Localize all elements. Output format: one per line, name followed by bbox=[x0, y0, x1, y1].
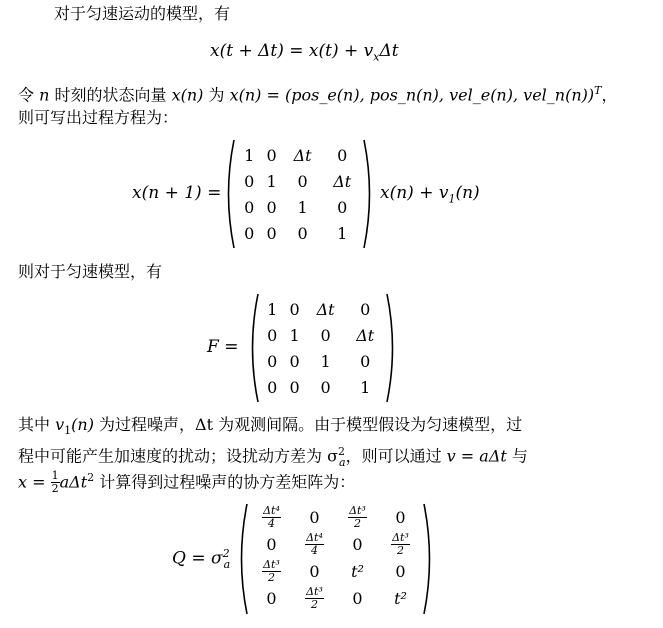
para1-b: 为过程噪声，Δt 为观测间隔。由于模型假设为匀速模型，过 bbox=[93, 415, 523, 434]
matrixF-cell: 0 bbox=[267, 377, 278, 397]
matrixA-cell: 0 bbox=[266, 145, 277, 165]
matrixF-cell: 1 bbox=[267, 299, 278, 319]
eq1-sub: x bbox=[373, 50, 380, 64]
state-text-a: 令 bbox=[18, 85, 40, 105]
matrixA-cell: 1 bbox=[266, 171, 277, 191]
process-rhs-sub: 1 bbox=[448, 192, 456, 206]
matrixQ-cell: $\frac{\text{Δt³}}{2}$ bbox=[392, 531, 409, 557]
matrixQ-right-paren bbox=[422, 502, 436, 616]
matrixF-cell: 0 bbox=[360, 351, 371, 371]
matrixA-cell: 1 bbox=[297, 197, 308, 217]
matrixQ-cell: 0 bbox=[395, 508, 406, 527]
para2-b: ，则可以通过 bbox=[345, 446, 447, 466]
para2-a: 程中可能产生加速度的扰动；设扰动方差为 σ bbox=[18, 446, 339, 466]
matrixF-cell: 0 bbox=[289, 351, 300, 371]
matrixF-cell: 1 bbox=[320, 351, 331, 371]
matrixA-cell: 1 bbox=[337, 223, 348, 243]
para1-v: v bbox=[55, 415, 65, 434]
para3-b: aΔt bbox=[59, 472, 88, 492]
matrixA-left-paren bbox=[222, 138, 236, 250]
matrixQ-cell: $\frac{\text{Δt⁴}}{4}$ bbox=[263, 504, 280, 530]
matrixQ-cell: $\frac{\text{Δt³}}{2}$ bbox=[306, 585, 323, 611]
matrixF-cell: 1 bbox=[360, 377, 371, 397]
state-xn: x(n) bbox=[171, 85, 204, 105]
process-rhs-main: x(n) + v bbox=[380, 183, 449, 203]
matrixA-cell: 0 bbox=[337, 197, 348, 217]
matrixQ-cell: 0 bbox=[309, 508, 320, 527]
matrixF-cell: 1 bbox=[289, 325, 300, 345]
state-vector-def: x(n) = (pos_e(n), pos_n(n), vel_e(n), vel_n(n)) bbox=[229, 85, 595, 105]
para3-sup: 2 bbox=[87, 471, 95, 484]
matrixF-left-paren bbox=[246, 292, 260, 404]
matrixF-cell: 0 bbox=[360, 299, 371, 319]
process-lhs: x(n + 1) = bbox=[132, 183, 222, 203]
matrixQ-cell: 0 bbox=[352, 535, 363, 554]
Q-lhs-sup: 2 bbox=[222, 547, 230, 560]
matrixF-cell: 0 bbox=[267, 351, 278, 371]
process-rhs bbox=[380, 183, 480, 205]
matrixQ-cell: $\frac{\text{Δt³}}{2}$ bbox=[349, 504, 366, 530]
para1-a: 其中 bbox=[18, 415, 56, 434]
para2-c: v = aΔt bbox=[446, 446, 507, 466]
frac-num: 1 bbox=[51, 469, 59, 483]
state-comma: ， bbox=[601, 85, 618, 105]
matrixF-cell: 0 bbox=[320, 377, 331, 397]
matrixQ-cell: t² bbox=[351, 562, 364, 581]
matrixA-cell: 0 bbox=[266, 197, 277, 217]
matrixA-cell: 0 bbox=[266, 223, 277, 243]
para3-a: x = bbox=[18, 472, 51, 492]
F-lhs: F = bbox=[207, 337, 239, 357]
matrixQ-cell: $\frac{\text{Δt⁴}}{4}$ bbox=[306, 531, 323, 557]
matrixF bbox=[261, 296, 385, 400]
matrixF-cell: 0 bbox=[320, 325, 331, 345]
Q-lhs bbox=[172, 547, 230, 571]
frac-den: 2 bbox=[51, 482, 59, 496]
state-n: n bbox=[39, 85, 50, 105]
Q-lhs-main: Q = σ bbox=[172, 548, 223, 569]
eq1-main: x(t + Δt) = x(t) + v bbox=[210, 41, 374, 61]
state-text-d: 为 bbox=[203, 85, 230, 105]
para1-vsub: 1 bbox=[64, 424, 72, 438]
matrixQ-cell: 0 bbox=[309, 562, 320, 581]
para2-sup: 2 bbox=[338, 445, 346, 458]
matrixQ-cell: t² bbox=[394, 589, 407, 608]
matrixF-cell: 0 bbox=[289, 299, 300, 319]
paragraph-line-3 bbox=[18, 468, 355, 495]
para3-c: 计算得到过程噪声的协方差矩阵为： bbox=[94, 472, 356, 492]
matrixA-cell: Δt bbox=[293, 145, 312, 165]
matrixQ-cell: 0 bbox=[266, 535, 277, 554]
matrixA-cell: 0 bbox=[244, 197, 255, 217]
matrixA-cell: 0 bbox=[297, 223, 308, 243]
matrixF-cell: 0 bbox=[289, 377, 300, 397]
uniform-intro: 则对于匀速模型，有 bbox=[18, 262, 163, 281]
matrixF-cell: Δt bbox=[316, 299, 335, 319]
para2-sub: a bbox=[339, 455, 346, 469]
process-intro: 则可写出过程方程为： bbox=[18, 108, 179, 127]
matrixQ bbox=[250, 504, 422, 612]
state-transpose: T bbox=[594, 84, 602, 97]
matrixA-cell: 1 bbox=[244, 145, 255, 165]
matrixQ-cell: $\frac{\text{Δt³}}{2}$ bbox=[263, 558, 280, 584]
matrixQ-left-paren bbox=[235, 502, 249, 616]
matrixA-cell: 0 bbox=[297, 171, 308, 191]
eq1-tail: Δt bbox=[379, 41, 399, 61]
Q-lhs-sub: a bbox=[223, 558, 231, 572]
matrixA-cell: 0 bbox=[337, 145, 348, 165]
matrixQ-cell: 0 bbox=[395, 562, 406, 581]
para2-d: 与 bbox=[506, 446, 528, 466]
matrixA-cell: 0 bbox=[244, 223, 255, 243]
state-vector-line bbox=[18, 81, 617, 105]
matrixA-cell: 0 bbox=[244, 171, 255, 191]
matrixA-right-paren bbox=[362, 138, 376, 250]
matrixF-right-paren bbox=[385, 292, 399, 404]
matrixF-cell: Δt bbox=[356, 325, 375, 345]
matrixA-cell: Δt bbox=[333, 171, 352, 191]
process-rhs-tail: (n) bbox=[455, 183, 480, 203]
intro-text: 对于匀速运动的模型，有 bbox=[54, 4, 231, 23]
equation-uniform-motion bbox=[210, 41, 399, 63]
paragraph-line-1 bbox=[18, 415, 522, 441]
para1-vn: (n) bbox=[71, 415, 94, 434]
state-text-b: 时刻的状态向量 bbox=[49, 85, 172, 105]
matrixQ-cell: 0 bbox=[352, 589, 363, 608]
matrixA bbox=[238, 142, 362, 246]
matrixQ-cell: 0 bbox=[266, 589, 277, 608]
matrixF-cell: 0 bbox=[267, 325, 278, 345]
fraction-one-half bbox=[51, 470, 60, 495]
